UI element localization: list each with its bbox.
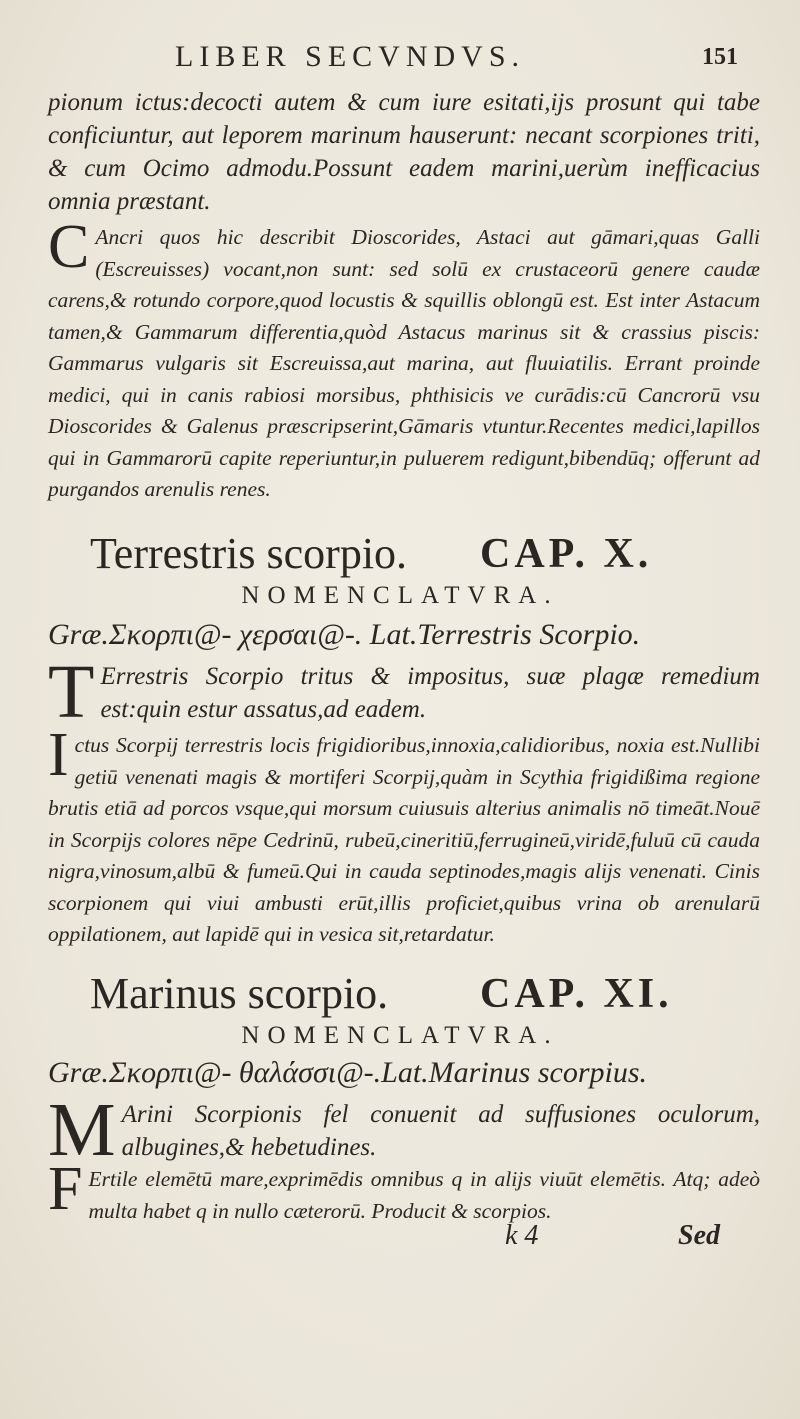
nomenclatura-label: NOMENCLATVRA. — [241, 1022, 559, 1049]
paragraph-text: Arini Scorpionis fel conuenit ad suffusiones oculorum, albugines,& hebetudines. — [121, 1101, 760, 1161]
drop-capital: C — [48, 213, 90, 281]
chapter-heading: Terrestris scorpio. — [90, 529, 408, 578]
chapter-heading: Marinus scorpio. — [90, 969, 389, 1018]
nomenclature-line: Græ.Σκορπι@- θαλάσσι@-.Lat.Marinus scorpius. — [48, 1056, 648, 1089]
paragraph-marini — [48, 1088, 760, 1172]
drop-capital: M — [48, 1088, 116, 1172]
paragraph-continuation — [48, 86, 760, 218]
folio-number: 151 — [702, 44, 738, 70]
paragraph-cancri — [48, 213, 760, 506]
running-head-title: LIBER SECVNDVS. — [175, 40, 526, 73]
drop-capital: I — [48, 721, 69, 789]
page-footer — [0, 1220, 800, 1260]
paragraph-terrestris — [48, 650, 760, 734]
drop-capital: T — [48, 650, 95, 734]
nomenclatura-label: NOMENCLATVRA. — [241, 582, 559, 609]
drop-capital: F — [48, 1155, 83, 1223]
chapter-number: CAP. X. — [480, 531, 653, 577]
paragraph-ictus — [48, 721, 760, 951]
paragraph-text: Ertile elemētū mare,exprimēdis omnibus q in alijs viuūt elemētis. Atq; adeò multa habet q in nullo cæterorū. Producit & scorpios. — [88, 1167, 760, 1223]
running-head — [0, 40, 800, 74]
paragraph-fertile — [48, 1155, 760, 1227]
paragraph-text: ctus Scorpij terrestris locis frigidioribus,innoxia,calidioribus, noxia est.Nullibi getiū venenati magis & mortiferi Scorpij,quàm in Scythia frigidißima regione brutis etiā ad porcos vsque,qui morsum cuiusuis alterius animalis nō timeāt.Nouē in Scorpijs colores nēpe Cedrinū, rubeū,cineritiū,ferrugineū,viridē,fuluū cū cauda nigra,vinosum,albū & fumeū.Qui in cauda septinodes,magis alijs venenati. Cinis scorpionem qui viui ambusti erūt,illis proficiet,quibus vrina ob arenularū oppilationem, aut lapidē qui in vesica sit,retardatur. — [48, 733, 760, 946]
paragraph-text: pionum ictus:decocti autem & cum iure esitati,ijs prosunt qui tabe conficiuntur, aut leporem marinum hauserunt: necant scorpiones triti, & cum Ocimo admodu.Possunt eadem marini,uerùm inefficacius omnia præstant. — [48, 89, 760, 215]
nomenclature-line: Græ.Σκορπι@- χερσαι@-. Lat.Terrestris Scorpio. — [48, 618, 641, 651]
catchword: Sed — [678, 1220, 720, 1251]
paragraph-text: Errestris Scorpio tritus & impositus, suæ plagæ remedium est:quin estur assatus,ad eadem. — [100, 663, 760, 723]
paragraph-text: Ancri quos hic describit Dioscorides, Astaci aut gāmari,quas Galli (Escreuisses) vocant,non sunt: sed solū ex crustaceorū genere caudæ carens,& rotundo corpore,quod locustis & squillis oblongū est. Est inter Astacum tamen,& Gammarum differentia,quòd Astacus marinus sit & crassius piscis: Gammarus vulgaris sit Escreuissa,aut marina, aut fluuiatilis. Errant proinde medici, qui in canis rabiosi morsibus, phthisicis ve curādis:cū Cancrorū vsu Dioscorides & Galenus præscripserint,Gāmaris vtuntur.Recentes medici,lapillos qui in Gammarorū capite reperiuntur,in puluerem redigunt,bibendūq; offerunt ad purgandos arenulis renes. — [48, 225, 760, 501]
chapter-number: CAP. XI. — [480, 971, 673, 1017]
signature-mark: k 4 — [505, 1220, 539, 1251]
